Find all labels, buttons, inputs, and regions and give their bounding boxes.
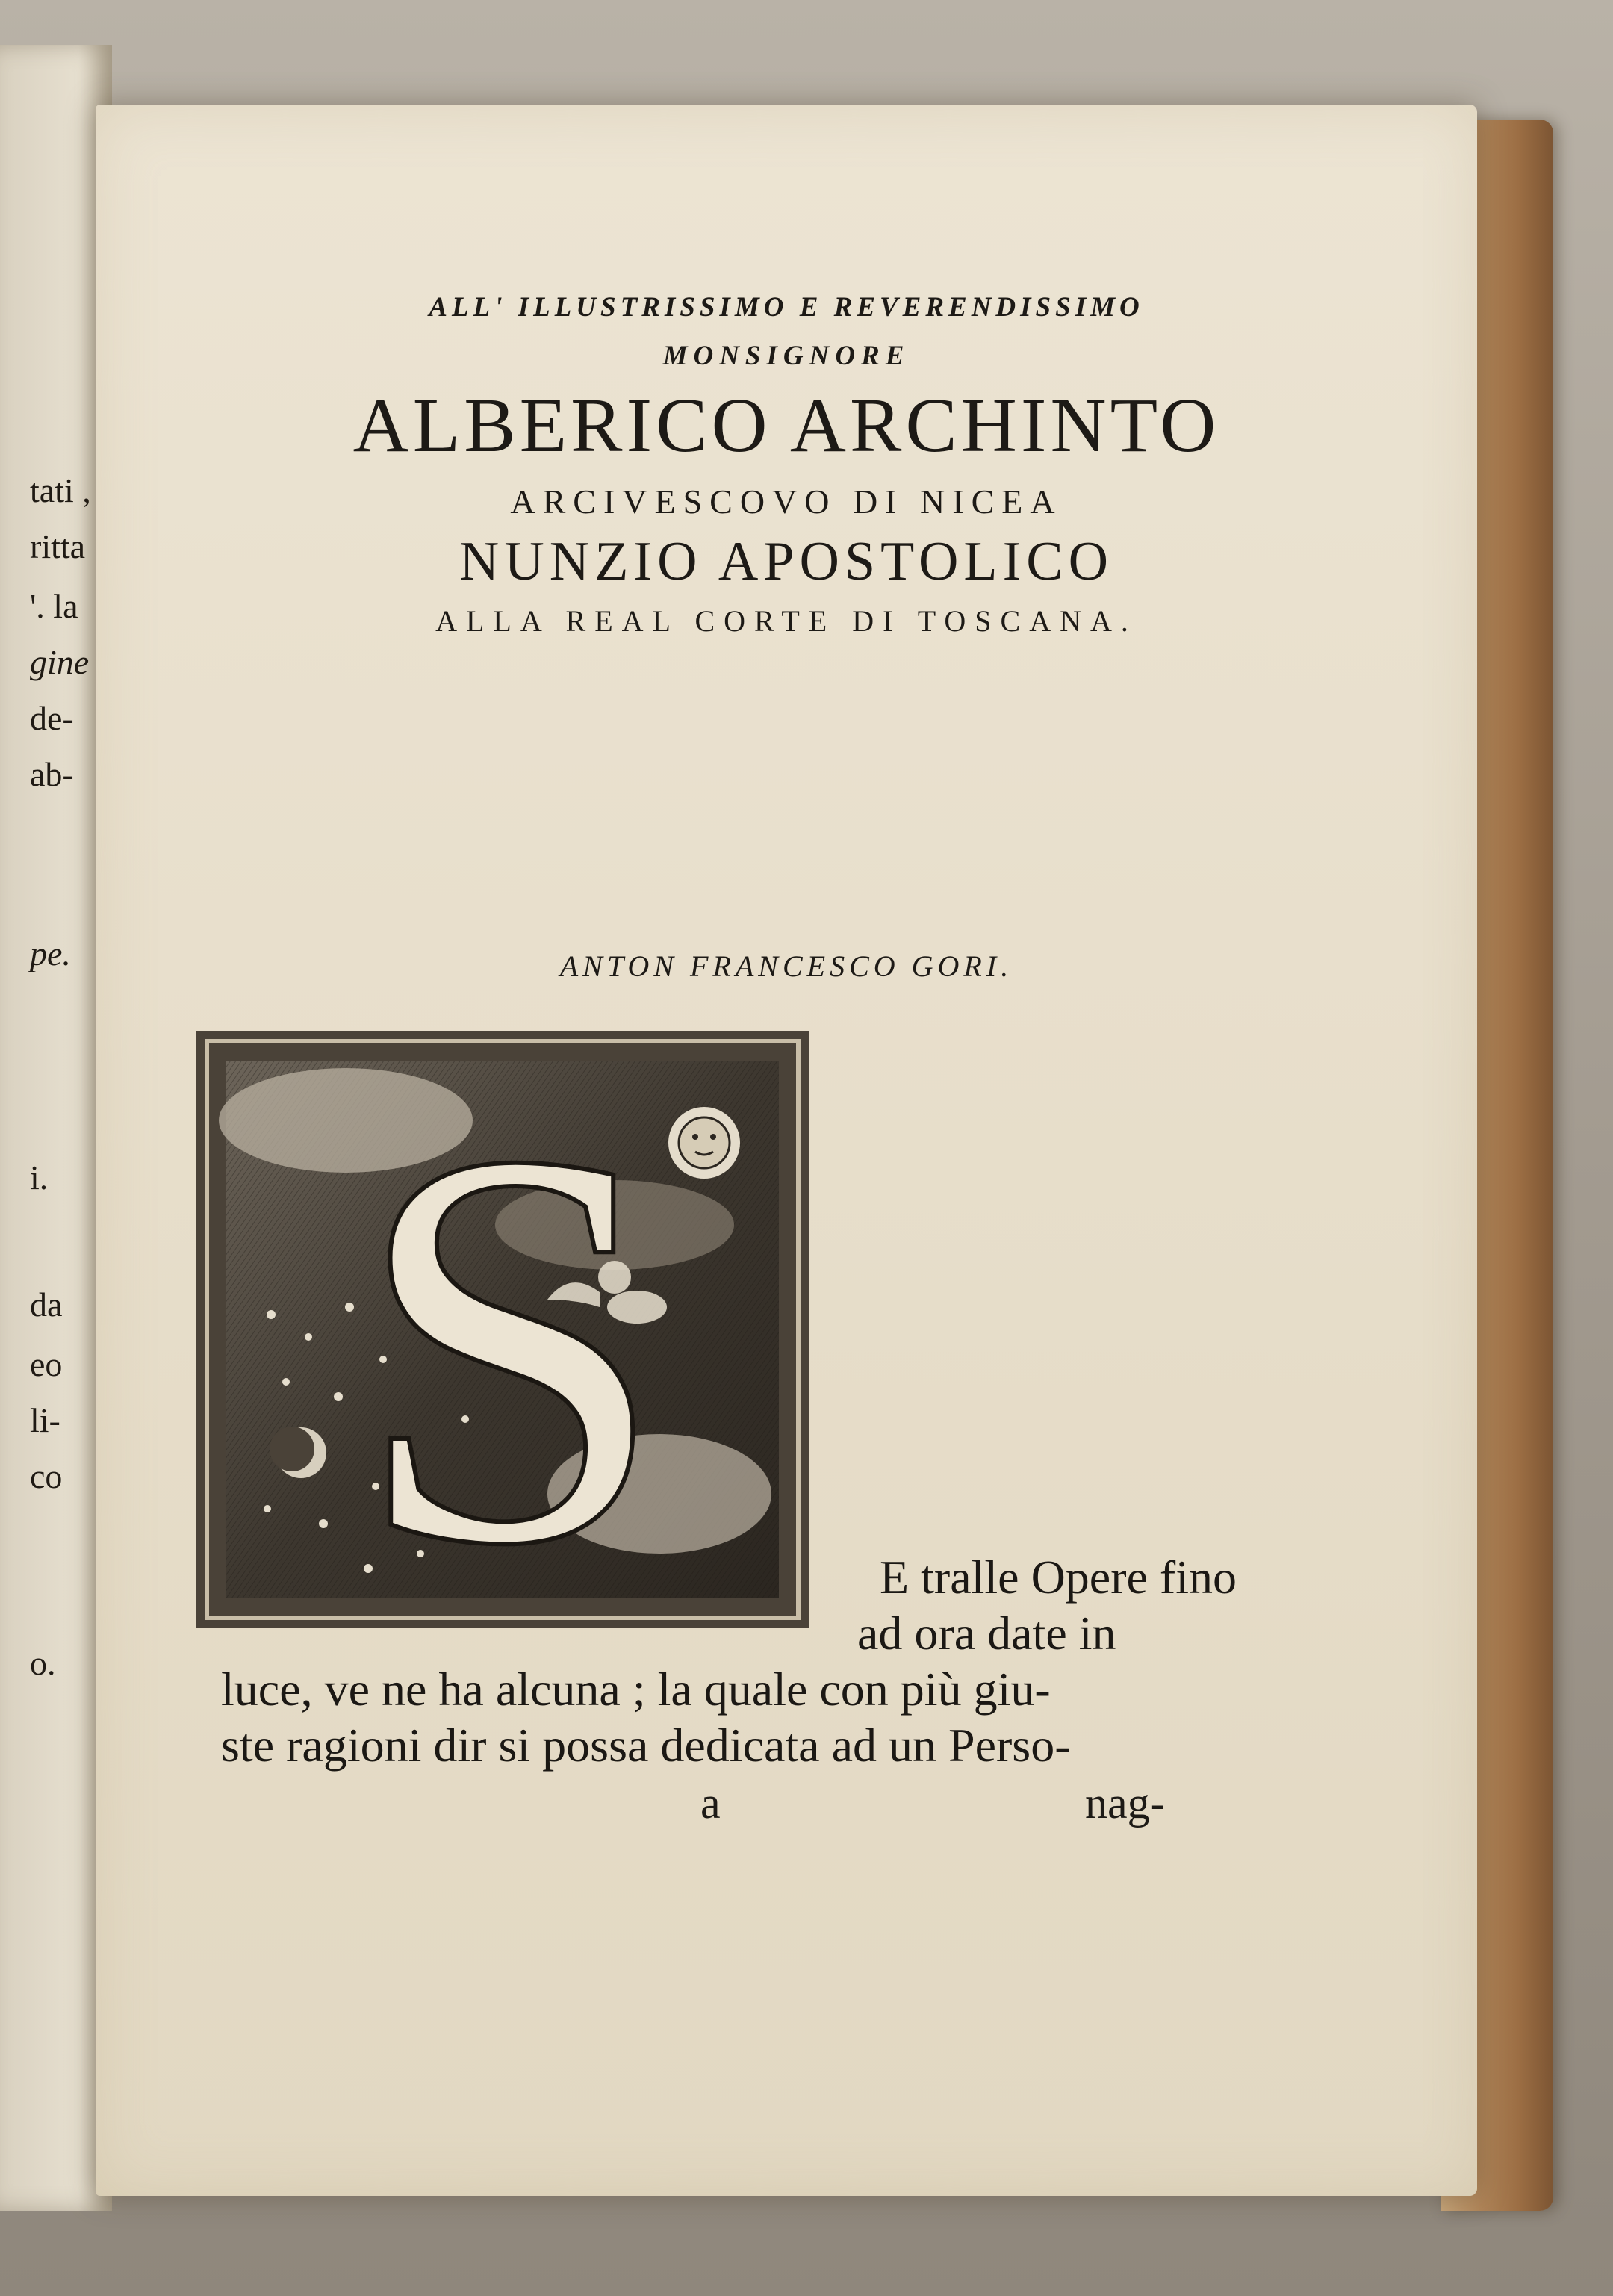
body-text-line: luce, ve ne ha alcuna ; la quale con più giu- <box>221 1663 1051 1716</box>
left-page-text: co <box>30 1457 63 1495</box>
author-signature: ANTON FRANCESCO GORI. <box>559 949 1013 983</box>
left-page-text: '. la <box>30 587 78 625</box>
body-text-line: ad ora date in <box>857 1607 1116 1660</box>
left-page-text: i. <box>30 1158 49 1197</box>
left-page-text: da <box>30 1285 63 1324</box>
left-page-text: o. <box>30 1644 56 1682</box>
left-page-text: tati , <box>30 471 91 509</box>
body-text-line: E tralle Opere fino <box>880 1551 1237 1604</box>
signature-mark: a <box>700 1778 721 1828</box>
left-page-text: pe. <box>30 934 71 972</box>
dedication-heading: ALL' ILLUSTRISSIMO E REVERENDISSIMO <box>429 292 1144 323</box>
decorated-initial-engraving <box>196 1031 809 1628</box>
sun-icon <box>668 1107 740 1179</box>
left-page-text: li- <box>30 1401 60 1439</box>
dedicatee-name: ALBERICO ARCHINTO <box>352 382 1220 468</box>
book-page <box>96 105 1477 2196</box>
left-page-text: gine <box>30 643 90 681</box>
left-page-text: ab- <box>30 755 74 793</box>
initial-letter: S <box>352 1034 668 1628</box>
office-line-1: ARCIVESCOVO DI NICEA <box>510 483 1063 521</box>
left-page-text: ritta <box>30 527 86 565</box>
office-line-2: NUNZIO APOSTOLICO <box>459 531 1114 592</box>
body-text-line: ste ragioni dir si possa dedicata ad un Perso- <box>221 1719 1071 1772</box>
left-page-text: eo <box>30 1345 63 1383</box>
office-line-3: ALLA REAL CORTE DI TOSCANA. <box>435 604 1137 638</box>
title-line: MONSIGNORE <box>662 341 910 371</box>
catchword: nag- <box>1085 1778 1165 1828</box>
left-page-text: de- <box>30 699 74 737</box>
